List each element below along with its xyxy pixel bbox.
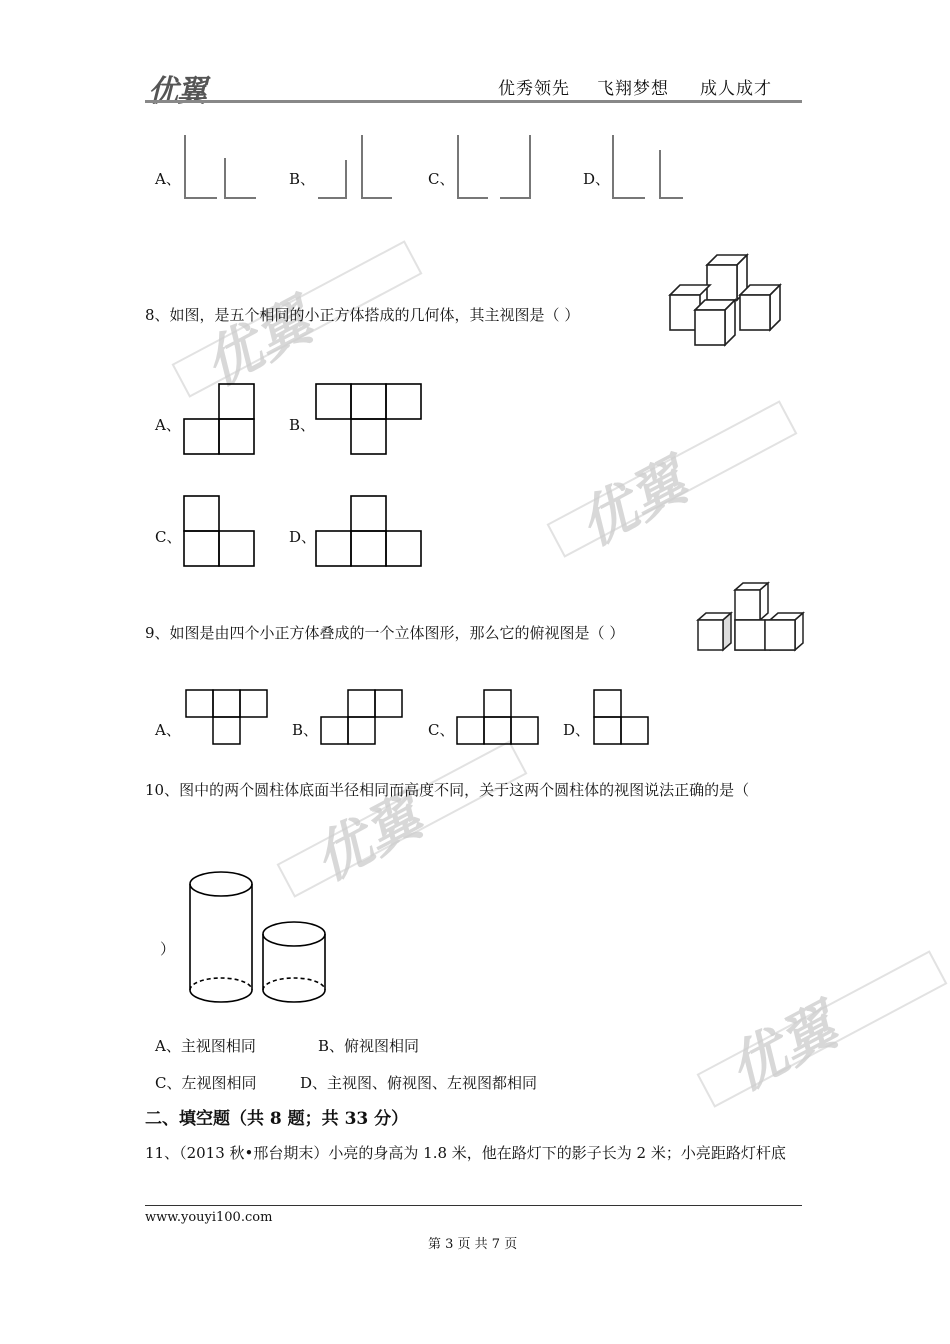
q8-option-c-label: C、 — [155, 528, 182, 546]
q10-option-c: C、左视图相同 — [155, 1074, 257, 1092]
q7-option-a-label: A、 — [155, 170, 181, 188]
section-heading: 二、填空题（共 8 题；共 33 分） — [145, 1109, 409, 1129]
q8-option-d-label: D、 — [289, 528, 317, 546]
q8-option-a-figure — [184, 384, 256, 456]
q10-option-d: D、主视图、俯视图、左视图都相同 — [300, 1074, 538, 1092]
q9-option-b-figure — [321, 690, 405, 748]
q7-option-b-figure — [310, 130, 400, 210]
q8-question: 8、如图，是五个相同的小正方体搭成的几何体，其主视图是（ ） — [145, 306, 580, 324]
q9-option-a-label: A、 — [155, 721, 181, 739]
header-slogan-1: 优秀领先 — [498, 79, 570, 99]
q7-option-b-label: B、 — [289, 170, 316, 188]
watermark: 优翼 — [718, 993, 848, 1104]
q9-solid-figure — [695, 580, 810, 665]
footer-page-number: 第 3 页 共 7 页 — [428, 1237, 518, 1252]
header-logo: 优翼 — [148, 74, 206, 109]
q9-question: 9、如图是由四个小正方体叠成的一个立体图形，那么它的俯视图是（ ） — [145, 624, 625, 642]
q8-option-c-figure — [184, 496, 256, 568]
q10-question-continuation: ） — [160, 940, 176, 958]
watermark: 优翼 — [303, 783, 433, 894]
q9-option-c-figure — [457, 690, 541, 748]
watermark: 优翼 — [568, 448, 698, 559]
watermark: 优翼 — [193, 288, 323, 399]
header-rule — [145, 100, 802, 103]
header-slogan-3: 成人成才 — [700, 79, 772, 99]
q8-option-b-figure — [316, 384, 424, 456]
q9-option-d-figure — [594, 690, 654, 748]
q8-option-b-label: B、 — [289, 416, 316, 434]
q9-option-a-figure — [186, 690, 270, 748]
q10-cylinders-figure — [185, 868, 335, 1013]
q9-option-c-label: C、 — [428, 721, 455, 739]
q10-question: 10、图中的两个圆柱体底面半径相同而高度不同，关于这两个圆柱体的视图说法正确的是（ — [145, 781, 750, 799]
q9-option-d-label: D、 — [563, 721, 591, 739]
q11-question: 11、（2013 秋•邢台期末）小亮的身高为 1.8 米，他在路灯下的影子长为 2 米；小亮距路灯杆底 — [145, 1144, 786, 1162]
header-slogan-2: 飞翔梦想 — [597, 79, 669, 99]
q10-option-a: A、主视图相同 — [155, 1037, 256, 1055]
q8-option-d-figure — [316, 496, 424, 568]
footer-rule — [145, 1205, 802, 1206]
q10-option-b: B、俯视图相同 — [318, 1037, 420, 1055]
q7-option-d-figure — [605, 130, 695, 210]
q8-solid-figure — [665, 250, 795, 350]
q7-option-d-label: D、 — [583, 170, 611, 188]
q9-option-b-label: B、 — [292, 721, 319, 739]
q7-option-a-figure — [180, 130, 270, 210]
q7-option-c-label: C、 — [428, 170, 455, 188]
q7-option-c-figure — [450, 130, 540, 210]
footer-url[interactable]: www.youyi100.com — [145, 1210, 273, 1225]
q8-option-a-label: A、 — [155, 416, 181, 434]
